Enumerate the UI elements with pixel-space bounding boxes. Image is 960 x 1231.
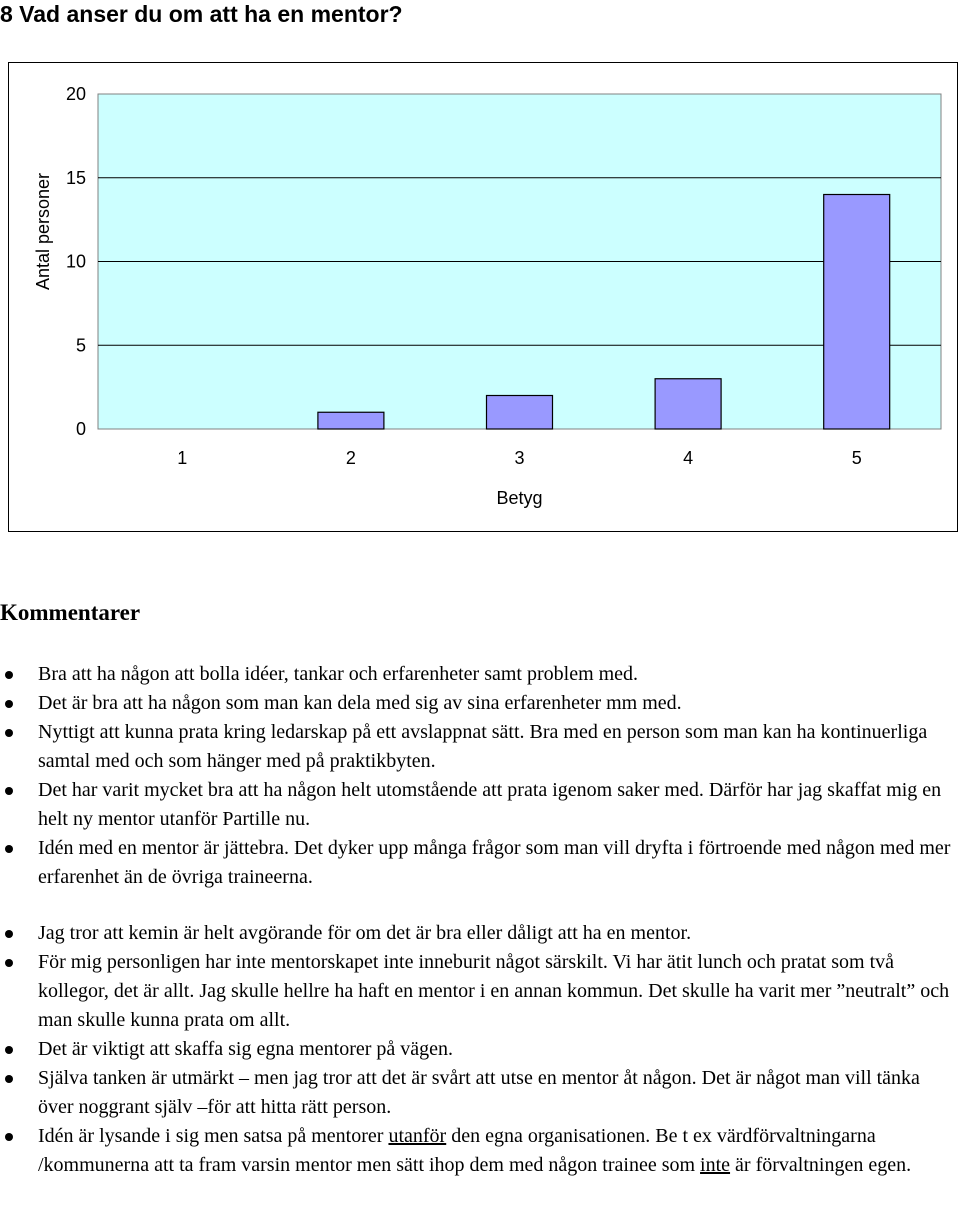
x-tick-label: 5 <box>851 448 862 468</box>
comment-item <box>0 1122 960 1180</box>
comment-item: Bra att ha någon att bolla idéer, tankar och erfarenheter samt problem med. <box>0 660 960 689</box>
question-heading: 8 Vad anser du om att ha en mentor? <box>0 1 403 27</box>
x-axis-label: Betyg <box>496 488 543 508</box>
comment-text: den egna organisationen. Be t ex värdförvaltningarna /kommunerna att ta fram varsin mentor men sätt ihop dem med någon trainee som <box>38 1125 876 1176</box>
x-tick-label: 3 <box>514 448 525 468</box>
bar <box>655 379 721 429</box>
y-tick-label: 10 <box>65 251 86 272</box>
y-tick-label: 15 <box>65 167 86 188</box>
y-axis-label: Antal personer <box>33 172 53 291</box>
comment-text: är förvaltningen egen. <box>730 1154 912 1176</box>
comment-item: Det är viktigt att skaffa sig egna mentorer på vägen. <box>0 1035 960 1064</box>
comment-underlined-text: inte <box>700 1154 731 1176</box>
y-tick-label: 5 <box>75 335 86 356</box>
x-tick-label: 4 <box>683 448 694 468</box>
comment-item: Jag tror att kemin är helt avgörande för om det är bra eller dåligt att ha en mentor. <box>0 919 960 948</box>
chart-frame <box>8 62 958 532</box>
comment-item: Det är bra att ha någon som man kan dela med sig av sina erfarenheter mm med. <box>0 689 960 718</box>
comment-text: Idén är lysande i sig men satsa på mentorer <box>38 1125 389 1147</box>
comment-item: Det har varit mycket bra att ha någon helt utomstående att prata igenom saker med. Därför har jag skaffat mig en helt ny mentor utanför Partille nu. <box>0 776 960 834</box>
bar <box>487 396 553 430</box>
comments-title: Kommentarer <box>0 600 141 625</box>
x-tick-label: 2 <box>345 448 356 468</box>
y-tick-label: 0 <box>75 419 86 439</box>
x-tick-label: 1 <box>177 448 188 468</box>
comment-item: Nyttigt att kunna prata kring ledarskap på ett avslappnat sätt. Bra med en person som man kan ha kontinuerliga samtal med och som hänger med på praktikbyten. <box>0 718 960 776</box>
bar <box>318 412 384 429</box>
bar-chart <box>9 63 957 531</box>
comments-list <box>0 660 960 1180</box>
bar <box>824 195 890 430</box>
y-tick-label: 20 <box>65 84 86 104</box>
comment-item: För mig personligen har inte mentorskapet inte inneburit något särskilt. Vi har ätit lunch och pratat som två kollegor, det är allt. Jag skulle hellre ha haft en mentor i en annan kommun. Det skulle ha varit mer ”neutralt” och man skulle kunna prata om allt. <box>0 948 960 1035</box>
comment-underlined-text: utanför <box>388 1125 447 1147</box>
comment-item: Själva tanken är utmärkt – men jag tror att det är svårt att utse en mentor åt någon. Det är något man vill tänka över noggrant själv –för att hitta rätt person. <box>0 1064 960 1122</box>
comment-item: Idén med en mentor är jättebra. Det dyker upp många frågor som man vill dryfta i förtroende med någon med mer erfarenhet än de övriga traineerna. <box>0 834 960 892</box>
